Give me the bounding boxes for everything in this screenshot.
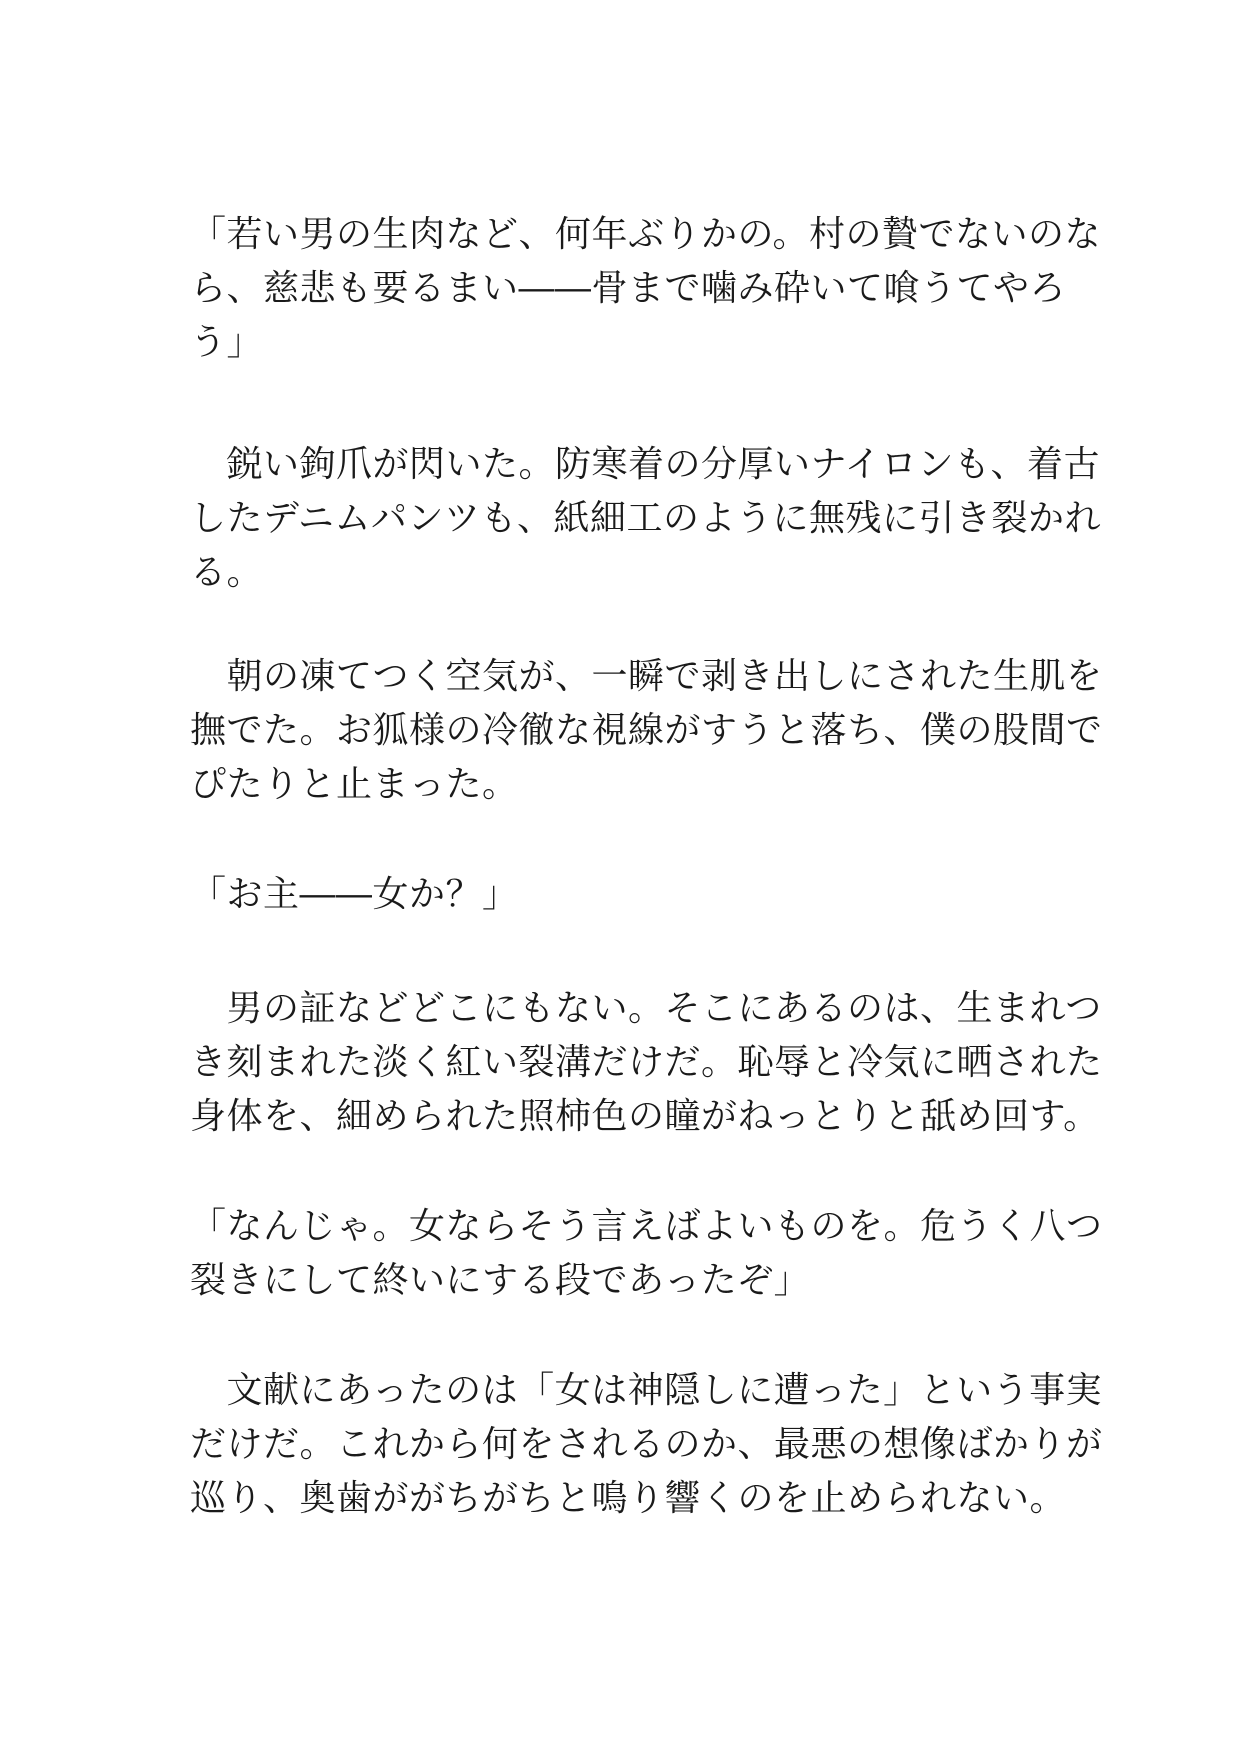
text-line: 「お主――女か？」 xyxy=(190,874,519,915)
text-line: 鋭い鉤爪が閃いた。防寒着の分厚いナイロンも、着古 xyxy=(190,444,1100,485)
text-line: 撫でた。お狐様の冷徹な視線がすうと落ち、僕の股間で xyxy=(190,710,1103,751)
text-line: 「なんじゃ。女ならそう言えばよいものを。危うく八つ xyxy=(190,1206,1103,1247)
text-line: 裂きにして終いにする段であったぞ」 xyxy=(190,1260,811,1301)
text-line: 朝の凍てつく空気が、一瞬で剥き出しにされた生肌を xyxy=(190,656,1103,697)
text-line: う」 xyxy=(190,322,264,363)
text-line: 文献にあったのは「女は神隠しに遭った」という事実 xyxy=(190,1370,1103,1411)
text-line: る。 xyxy=(190,552,264,593)
text-line: したデニムパンツも、紙細工のように無残に引き裂かれ xyxy=(190,498,1102,539)
text-line: 男の証などどこにもない。そこにあるのは、生まれつ xyxy=(190,988,1102,1029)
text-line: 巡り、奥歯ががちがちと鳴り響くのを止められない。 xyxy=(190,1478,1067,1519)
text-line: だけだ。これから何をされるのか、最悪の想像ばかりが xyxy=(190,1424,1103,1465)
text-line: ら、慈悲も要るまい――骨まで噛み砕いて喰うてやろ xyxy=(190,268,1067,309)
text-line: 「若い男の生肉など、何年ぶりかの。村の贄でないのな xyxy=(190,214,1102,255)
text-line: 身体を、細められた照柿色の瞳がねっとりと舐め回す。 xyxy=(190,1096,1100,1137)
text-line: き刻まれた淡く紅い裂溝だけだ。恥辱と冷気に晒された xyxy=(190,1042,1103,1083)
text-line: ぴたりと止まった。 xyxy=(190,764,519,805)
